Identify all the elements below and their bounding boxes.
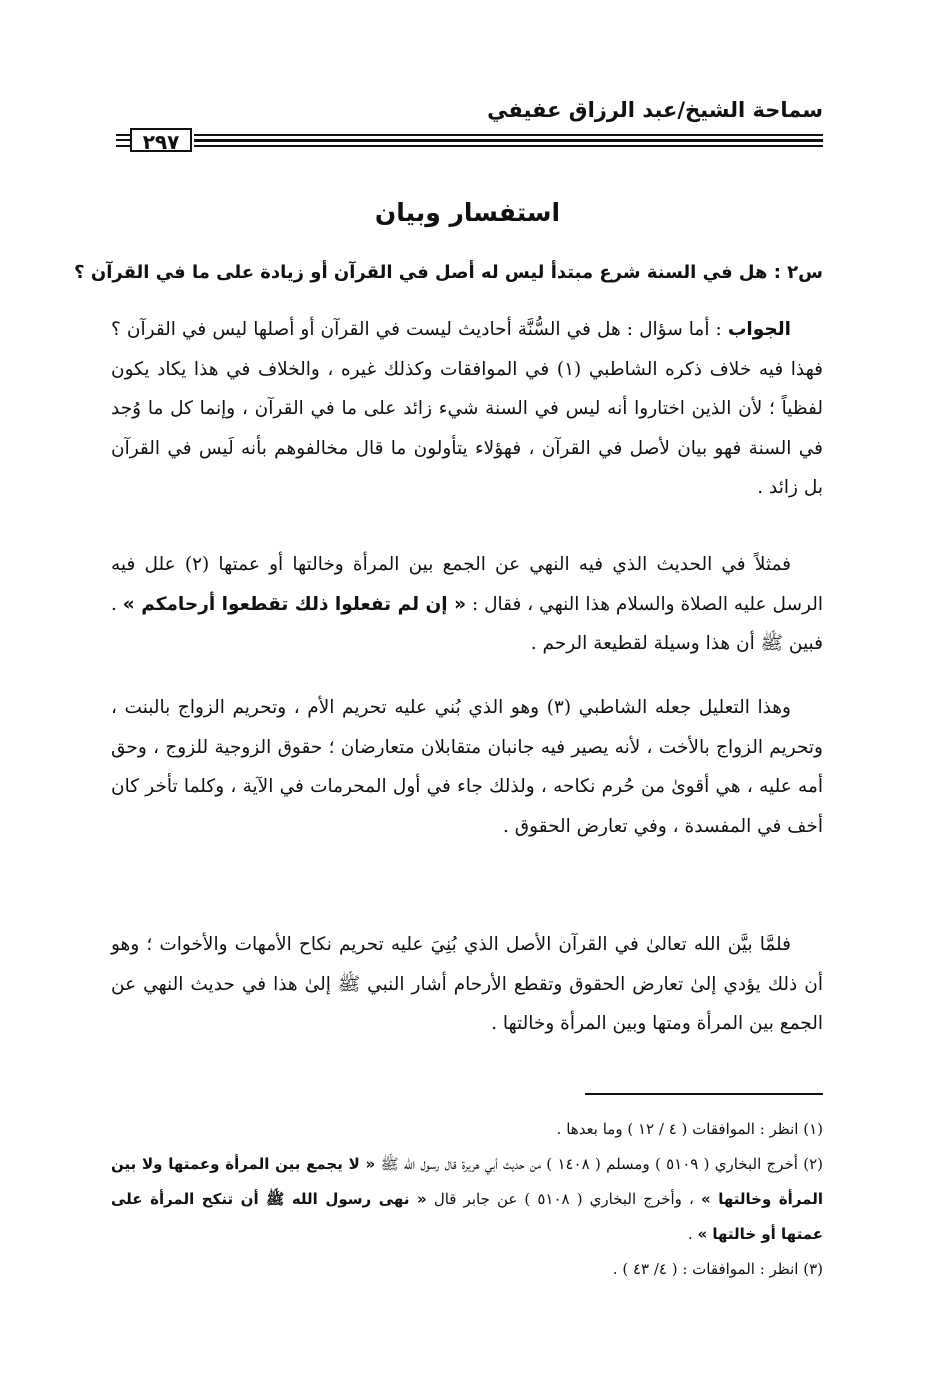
paragraph-2 <box>111 545 823 664</box>
footnote-2-text-b: ، وأخرج البخاري ( ٥١٠٨ ) عن جابر قال <box>433 1190 694 1208</box>
paragraph-1-text: : أما سؤال : هل في السُّنَّة أحاديث ليست في القرآن أو أصلها ليس في القرآن ؟ فهذا فيه خلاف ذكره الشاطبي (١) في الموافقات وكذلك غيره ، والخلاف في هذا يكاد يكون لفظياً ؛ لأن الذين اختاروا أنه ليس في السنة شيء زائد على ما في القرآن ، وإنما كل ما وُجد في السنة فهو بيان لأصل في القرآن ، فهؤلاء يتأولون ما قال مخالفوهم بأنه لَيس في القرآن بل زائد . <box>111 319 823 498</box>
question-text: س٢ : هل في السنة شرع مبتدأ ليس له أصل في القرآن أو زيادة على ما في القرآن ؟ <box>74 262 823 283</box>
footnote-2-quote-2: « نهى رسول الله ﷺ أن تنكح المرأة على عمتها أو خالتها » <box>111 1190 823 1243</box>
header-rule-left-stub <box>116 134 130 148</box>
footnote-2-quote-1: « لا يجمع بين المرأة وعمتها ولا بين المرأة وخالتها » <box>111 1155 823 1208</box>
hadith-quote: « إن لم تفعلوا ذلك تقطعوا أرحامكم » <box>122 593 467 615</box>
page-number: ٢٩٧ <box>130 128 192 152</box>
paragraph-3-text: وهذا التعليل جعله الشاطبي (٣) وهو الذي بُني عليه تحريم الأم ، وتحريم الزواج بالبنت ، وتحريم الزواج بالأخت ، لأنه يصير فيه جانبان متقابلان متعارضان ؛ حقوق الزوجية للزوج ، وحق أمه عليه ، هي أقوىٰ من حُرم نكاحه ، ولذلك جاء في أول المحرمات في الآية ، وكلما تأخر كان أخف في المفسدة ، وفي تعارض الحقوق . <box>111 697 823 837</box>
header-triple-line <box>194 134 823 148</box>
footnote-1: (١) انظر : الموافقات ( ٤ / ١٢ ) وما بعدها . <box>556 1120 823 1138</box>
paragraph-2-text-a: فمثلاً في الحديث الذي فيه النهي عن الجمع بين المرأة وخالتها أو عمتها (٢) علل فيه الرسل عليه الصلاة والسلام هذا النهي ، فقال : <box>111 554 823 615</box>
paragraph-2-text-b: . فبين ﷺ أن هذا وسيلة لقطيعة الرحم . <box>111 593 823 654</box>
footnote-2-text-c: . <box>687 1225 693 1243</box>
footnote-2-text-a: (٢) أخرج البخاري ( ٥١٠٩ ) ومسلم ( ١٤٠٨ ) من حديث أبي هريرة قال رسول الله ﷺ <box>380 1155 823 1173</box>
running-title: سماحة الشيخ/عبد الرزاق عفيفي <box>487 98 823 122</box>
answer-label: الجواب <box>727 319 791 340</box>
footnote-3: (٣) انظر : الموافقات : ( ٤/ ٤٣ ) . <box>612 1260 823 1278</box>
footnotes <box>111 1112 823 1287</box>
header-rule <box>116 128 823 154</box>
paragraph-1 <box>111 310 823 508</box>
footnote-2 <box>111 1147 823 1252</box>
paragraph-3 <box>111 688 823 846</box>
footnote-separator <box>585 1093 823 1095</box>
paragraph-4 <box>111 925 823 1044</box>
paragraph-4-text: فلمَّا بيَّن الله تعالىٰ في القرآن الأصل الذي بُنِيَ عليه تحريم نكاح الأمهات والأخوات ؛ وهو أن ذلك يؤدي إلىٰ تعارض الحقوق وتقطع الأرحام أشار النبي ﷺ إلىٰ هذا في حديث النهي عن الجمع بين المرأة ومتها وبين المرأة وخالتها . <box>111 934 823 1034</box>
section-title: استفسار وبيان <box>374 198 561 227</box>
